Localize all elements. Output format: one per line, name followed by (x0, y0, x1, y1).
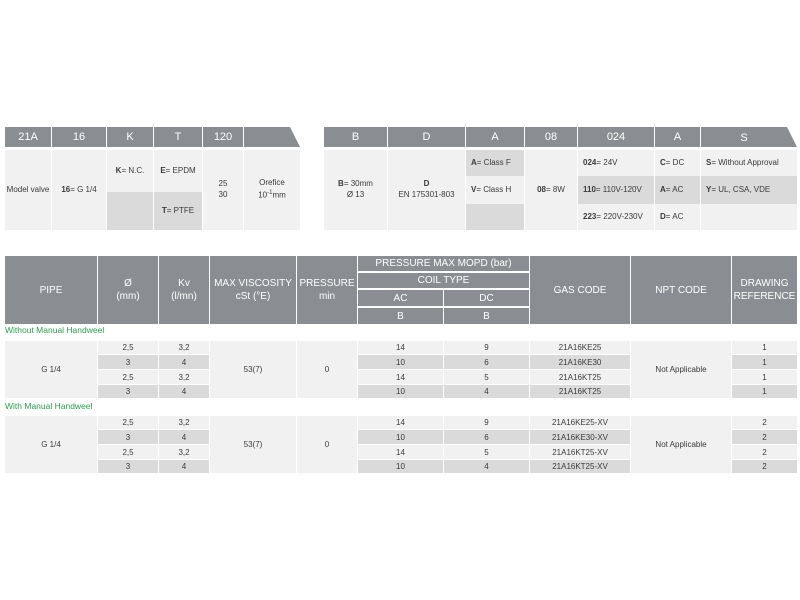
col-coil-type: COIL TYPE (358, 273, 529, 288)
dc-cell: 6 (444, 430, 529, 444)
gas-code-cell: 21A16KE30 (530, 355, 630, 369)
ac-cell: 14 (358, 416, 443, 429)
w-value: = 8W (546, 184, 565, 194)
diam-cell: 3 (98, 460, 158, 473)
ref-cell: 2 (732, 460, 797, 473)
ac-cell: 14 (358, 341, 443, 354)
ref-cell: 2 (732, 430, 797, 444)
voltage-110-cell (578, 176, 654, 204)
code-header-arrow (244, 127, 300, 147)
class-h-value: = Class H (476, 184, 512, 194)
e-value: = EPDM (165, 165, 196, 175)
viscosity-cell: 53(7) (210, 341, 296, 398)
kv-cell: 3,2 (159, 445, 209, 459)
col-npt-code: NPT CODE (631, 256, 731, 324)
y-code: Y (706, 184, 712, 194)
a-class-f-code: A (471, 157, 477, 167)
col-drawing-label: DRAWING (740, 278, 789, 289)
voltage-24-cell (578, 150, 654, 176)
current-dc-cell (655, 150, 700, 176)
ac-cell: 10 (358, 355, 443, 369)
b-sub: Ø 13 (346, 190, 365, 199)
section-title-without-handwheel: Without Manual Handweel (5, 325, 105, 335)
v110-code: 110 (583, 184, 596, 194)
current-d-ac-cell (655, 204, 700, 230)
col-gas-code: GAS CODE (530, 256, 630, 324)
b-code: B (338, 179, 344, 189)
col-pressure-unit: min (318, 291, 336, 302)
a-ac-code: A (660, 184, 666, 194)
col-viscosity-unit: cSt (°E) (235, 291, 271, 302)
col-diameter (98, 256, 158, 324)
kv-cell: 4 (159, 430, 209, 444)
col-viscosity-label: MAX VISCOSITY (214, 278, 292, 289)
ref-cell: 2 (732, 416, 797, 429)
orifice-label-cell (244, 150, 300, 230)
c-code: C (660, 157, 666, 167)
orifice-size-25: 25 (218, 179, 228, 189)
orifice-unit: 10 (258, 190, 268, 200)
b-value: = 30mm (343, 179, 373, 189)
col-dc: DC (444, 290, 529, 306)
code-header-orifice: 120 (203, 127, 243, 147)
kv-cell: 4 (159, 355, 209, 369)
col-diameter-unit: (mm) (116, 291, 140, 302)
model-valve-label: Model valve (5, 150, 51, 230)
col-pressure-label: PRESSURE (299, 278, 355, 289)
body-size-cell (324, 150, 387, 230)
viscosity-cell: 53(7) (210, 416, 296, 473)
col-kv-unit: (l/mn) (171, 291, 197, 302)
dc-cell: 4 (444, 385, 529, 398)
kv-cell: 3,2 (159, 370, 209, 384)
ref-cell: 1 (732, 341, 797, 354)
v024-value: = 24V (596, 157, 618, 167)
code-header-08: 08 (525, 127, 577, 147)
c-value: = DC (665, 157, 685, 167)
power-cell (525, 150, 577, 230)
orifice-sizes-cell (203, 150, 243, 230)
seal-ptfe-cell (154, 192, 202, 230)
kv-cell: 3,2 (159, 341, 209, 354)
col-kv-label: Kv (178, 278, 190, 289)
t-value: = PTFE (166, 205, 195, 215)
code-header-function: K (107, 127, 153, 147)
pressure-min-cell: 0 (297, 416, 357, 473)
dc-cell: 5 (444, 370, 529, 384)
dc-cell: 9 (444, 416, 529, 429)
code-header-024: 024 (578, 127, 654, 147)
dc-cell: 4 (444, 460, 529, 473)
v024-code: 024 (583, 157, 597, 167)
col-viscosity (210, 256, 296, 324)
class-empty-cell (466, 204, 524, 230)
diam-cell: 3 (98, 355, 158, 369)
col-kv (159, 256, 209, 324)
ref-cell: 1 (732, 355, 797, 369)
col-drawing-ref (732, 256, 797, 324)
d-code: D (423, 179, 430, 189)
diam-cell: 3 (98, 385, 158, 398)
d-ac-value: = AC (665, 211, 684, 221)
gas-code-cell: 21A16KE25 (530, 341, 630, 354)
k-value: = N.C. (121, 165, 145, 175)
npt-cell: Not Applicable (631, 416, 731, 473)
pipe-cell: G 1/4 (5, 416, 97, 473)
connector-cell (388, 150, 465, 230)
function-code-cell (107, 150, 153, 192)
gas-code-cell: 21A16KT25-XV (530, 445, 630, 459)
npt-cell: Not Applicable (631, 341, 731, 398)
orifice-size-30: 30 (218, 190, 228, 199)
col-mopd: PRESSURE MAX MOPD (bar) (358, 256, 529, 271)
class-f-cell (466, 150, 524, 176)
w-code: 08 (537, 184, 546, 194)
a-ac-value: = AC (665, 184, 684, 194)
ac-cell: 14 (358, 370, 443, 384)
v223-code: 223 (583, 211, 597, 221)
ac-cell: 14 (358, 445, 443, 459)
col-dc-b: B (444, 308, 529, 324)
orifice-mm: mm (272, 190, 286, 200)
col-pipe: PIPE (5, 256, 97, 324)
y-value: = UL, CSA, VDE (711, 184, 771, 194)
section-title-with-handwheel: With Manual Handweel (5, 401, 93, 411)
function-empty-cell (107, 192, 153, 230)
code-header-series: 21A (5, 127, 51, 147)
code-header-pipe: 16 (52, 127, 106, 147)
dc-cell: 6 (444, 355, 529, 369)
ac-cell: 10 (358, 430, 443, 444)
diam-cell: 2,5 (98, 416, 158, 429)
diam-cell: 3 (98, 430, 158, 444)
code-header-s-arrow (701, 127, 797, 147)
ref-cell: 2 (732, 445, 797, 459)
approval-ul-cell (701, 176, 797, 204)
ref-cell: 1 (732, 385, 797, 398)
kv-cell: 4 (159, 385, 209, 398)
gas-code-cell: 21A16KT25 (530, 385, 630, 398)
pipe-cell: G 1/4 (5, 341, 97, 398)
kv-cell: 4 (159, 460, 209, 473)
orifice-exp: -1 (267, 190, 273, 197)
k-code: K (115, 165, 122, 175)
diam-cell: 2,5 (98, 341, 158, 354)
pressure-min-cell: 0 (297, 341, 357, 398)
ac-cell: 10 (358, 385, 443, 398)
code-header-d: D (388, 127, 465, 147)
col-diameter-label: Ø (124, 278, 132, 289)
ac-cell: 10 (358, 460, 443, 473)
approval-empty-cell (701, 204, 797, 230)
col-pressure-min (297, 256, 357, 324)
pipe-code-cell (52, 150, 106, 230)
v223-value: = 220V-230V (596, 211, 643, 221)
pipe-code: 16 (61, 184, 71, 194)
class-h-cell (466, 176, 524, 204)
diam-cell: 2,5 (98, 370, 158, 384)
d-value: EN 175301-803 (398, 190, 455, 199)
dc-cell: 9 (444, 341, 529, 354)
dc-cell: 5 (444, 445, 529, 459)
diam-cell: 2,5 (98, 445, 158, 459)
v-class-h-code: V (471, 184, 477, 194)
s-value: = Without Approval (711, 157, 779, 167)
s-code: S (706, 157, 712, 167)
class-f-value: = Class F (476, 157, 511, 167)
ref-cell: 1 (732, 370, 797, 384)
voltage-223-cell (578, 204, 654, 230)
col-reference-label: REFERENCE (733, 291, 796, 302)
code-header-a2: A (655, 127, 700, 147)
gas-code-cell: 21A16KT25 (530, 370, 630, 384)
code-header-seal: T (154, 127, 202, 147)
v110-value: = 110V-120V (595, 184, 642, 194)
code-header-b: B (324, 127, 387, 147)
gas-code-cell: 21A16KT25-XV (530, 460, 630, 473)
code-header-a: A (466, 127, 524, 147)
approval-none-cell (701, 150, 797, 176)
orifice-label: Orefice (259, 178, 285, 188)
code-header-s-label: S (740, 132, 748, 144)
seal-epdm-cell (154, 150, 202, 192)
col-ac-b: B (358, 308, 443, 324)
current-ac-cell (655, 176, 700, 204)
e-code: E (160, 165, 166, 175)
gas-code-cell: 21A16KE25-XV (530, 416, 630, 429)
t-code: T (161, 205, 167, 215)
col-ac: AC (358, 290, 443, 306)
pipe-value: = G 1/4 (70, 184, 97, 194)
d-ac-code: D (660, 211, 666, 221)
gas-code-cell: 21A16KE30-XV (530, 430, 630, 444)
kv-cell: 3,2 (159, 416, 209, 429)
